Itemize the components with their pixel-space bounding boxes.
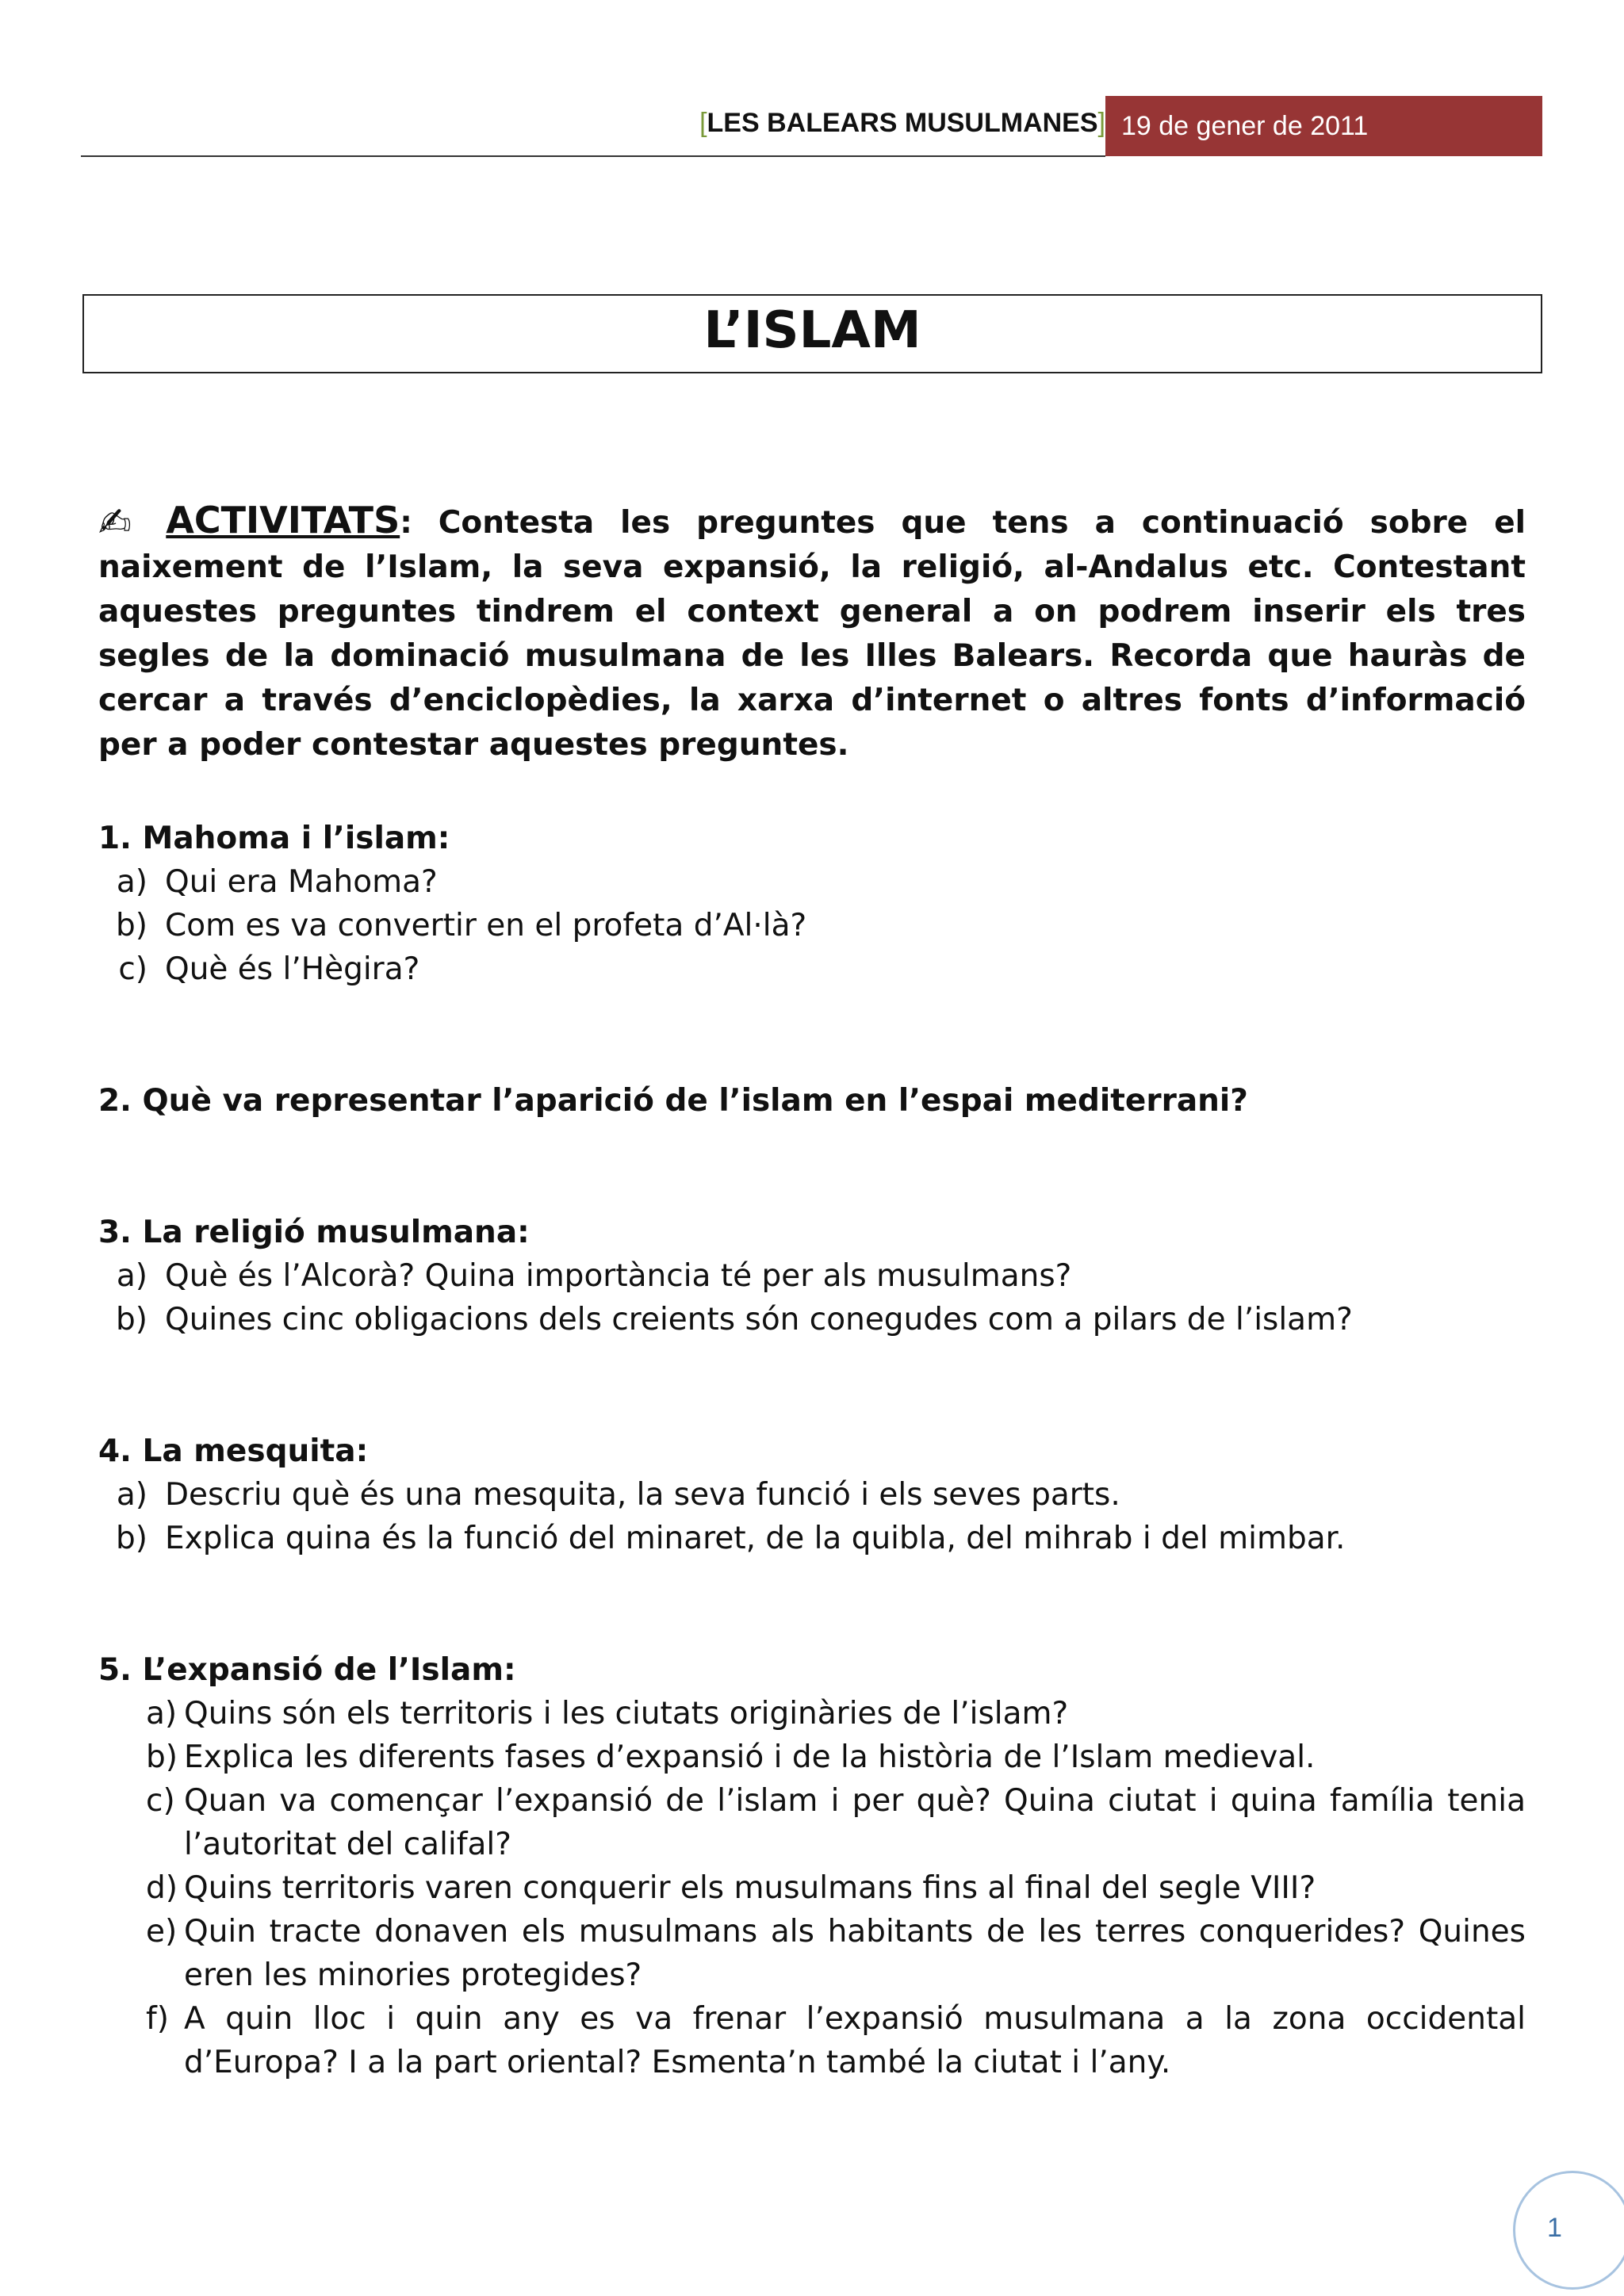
question-subitem	[146, 1997, 1526, 2084]
document-title: L’ISLAM	[82, 294, 1542, 373]
question-sections	[98, 817, 1526, 2172]
subitem-marker: a)	[116, 1258, 147, 1294]
subitem-marker: e)	[146, 1914, 178, 1950]
question-subitem	[98, 904, 1526, 947]
subitem-text: Explica les diferents fases d’expansió i de la història de l’Islam medieval.	[184, 1739, 1316, 1775]
pen-writing-icon: ✍	[98, 499, 147, 545]
activities-text: Contesta les preguntes que tens a continuació sobre el naixement de l’Islam, la seva expansió, la religió, al-Andalus etc. Contestant aquestes preguntes tindrem el context general a on podrem inserir els tres segles de la dominació musulmana de les Illes Balears. Recorda que hauràs de cercar a través d’enciclopèdies, la xarxa d’internet o altres fonts d’informació per a poder contestar aquestes preguntes.	[98, 505, 1526, 763]
subitem-marker: b)	[146, 1739, 178, 1775]
activities-label: ACTIVITATS	[166, 499, 400, 541]
question-subitem	[146, 1866, 1526, 1910]
subitem-marker: d)	[146, 1870, 178, 1906]
question-subitem	[98, 1254, 1526, 1298]
question-subitem	[146, 1735, 1526, 1779]
subitem-marker: b)	[116, 1302, 147, 1337]
subitem-marker: b)	[116, 1521, 147, 1556]
question-subitem	[98, 947, 1526, 991]
subitem-text: Descriu què és una mesquita, la seva funció i els seves parts.	[165, 1477, 1120, 1513]
subitem-text: Quins són els territoris i les ciutats originàries de l’islam?	[184, 1696, 1069, 1732]
subitem-marker: b)	[116, 908, 147, 943]
question-subitem	[146, 1910, 1526, 1997]
subitem-text: Quan va començar l’expansió de l’islam i per què? Quina ciutat i quina família tenia l’autoritat del califal?	[184, 1783, 1526, 1862]
question-title: 4. La mesquita:	[98, 1433, 369, 1469]
subitem-text: Quins territoris varen conquerir els musulmans fins al final del segle VIII?	[184, 1870, 1316, 1906]
question-subitems	[98, 1692, 1526, 2084]
header-bracket-open: [	[699, 108, 707, 138]
question-section	[98, 1648, 1526, 2084]
question-section	[98, 1211, 1526, 1341]
page-number-badge	[1513, 2171, 1624, 2290]
subitem-marker: f)	[146, 2001, 169, 2037]
page-number: 1	[1547, 2213, 1562, 2243]
question-title: 5. L’expansió de l’Islam:	[98, 1652, 516, 1688]
subitem-text: Quin tracte donaven els musulmans als habitants de les terres conquerides? Quines eren les minories protegides?	[184, 1914, 1526, 1993]
question-title: 1. Mahoma i l’islam:	[98, 821, 450, 856]
subitem-text: Explica quina és la funció del minaret, de la quibla, del mihrab i del mimbar.	[165, 1521, 1346, 1556]
question-subitems	[98, 860, 1526, 991]
activities-intro	[98, 498, 1526, 767]
subitem-text: Què és l’Hègira?	[165, 951, 420, 987]
activities-colon: :	[400, 505, 412, 541]
question-subitem	[146, 1692, 1526, 1735]
question-subitems	[98, 1473, 1526, 1560]
question-subitem	[146, 1779, 1526, 1866]
page-header	[0, 0, 1624, 159]
subitem-marker: a)	[146, 1696, 178, 1732]
subitem-text: Qui era Mahoma?	[165, 864, 438, 900]
question-section	[98, 1079, 1526, 1123]
subitem-marker: a)	[116, 1477, 147, 1513]
question-subitem	[98, 1473, 1526, 1517]
subitem-marker: c)	[146, 1783, 175, 1819]
header-title	[699, 108, 1105, 139]
question-title: 3. La religió musulmana:	[98, 1215, 530, 1250]
question-subitems	[98, 1254, 1526, 1341]
header-date: 19 de gener de 2011	[1105, 96, 1542, 156]
header-bracket-close: ]	[1097, 108, 1105, 138]
question-subitem	[98, 860, 1526, 904]
subitem-marker: a)	[116, 864, 147, 900]
question-subitem	[98, 1517, 1526, 1560]
question-title: 2. Què va representar l’aparició de l’islam en l’espai mediterrani?	[98, 1083, 1248, 1119]
subitem-marker: c)	[118, 951, 147, 987]
subitem-text: A quin lloc i quin any es va frenar l’expansió musulmana a la zona occidental d’Europa? I a la part oriental? Esmenta’n també la ciutat i l’any.	[184, 2001, 1526, 2080]
subitem-text: Com es va convertir en el profeta d’Al·là?	[165, 908, 807, 943]
subitem-text: Quines cinc obligacions dels creients són conegudes com a pilars de l’islam?	[165, 1302, 1353, 1337]
question-section	[98, 817, 1526, 991]
subitem-text: Què és l’Alcorà? Quina importància té per als musulmans?	[165, 1258, 1072, 1294]
header-title-text: LES BALEARS MUSULMANES	[707, 108, 1098, 138]
question-section	[98, 1429, 1526, 1560]
question-subitem	[98, 1298, 1526, 1341]
header-divider	[81, 155, 1105, 157]
